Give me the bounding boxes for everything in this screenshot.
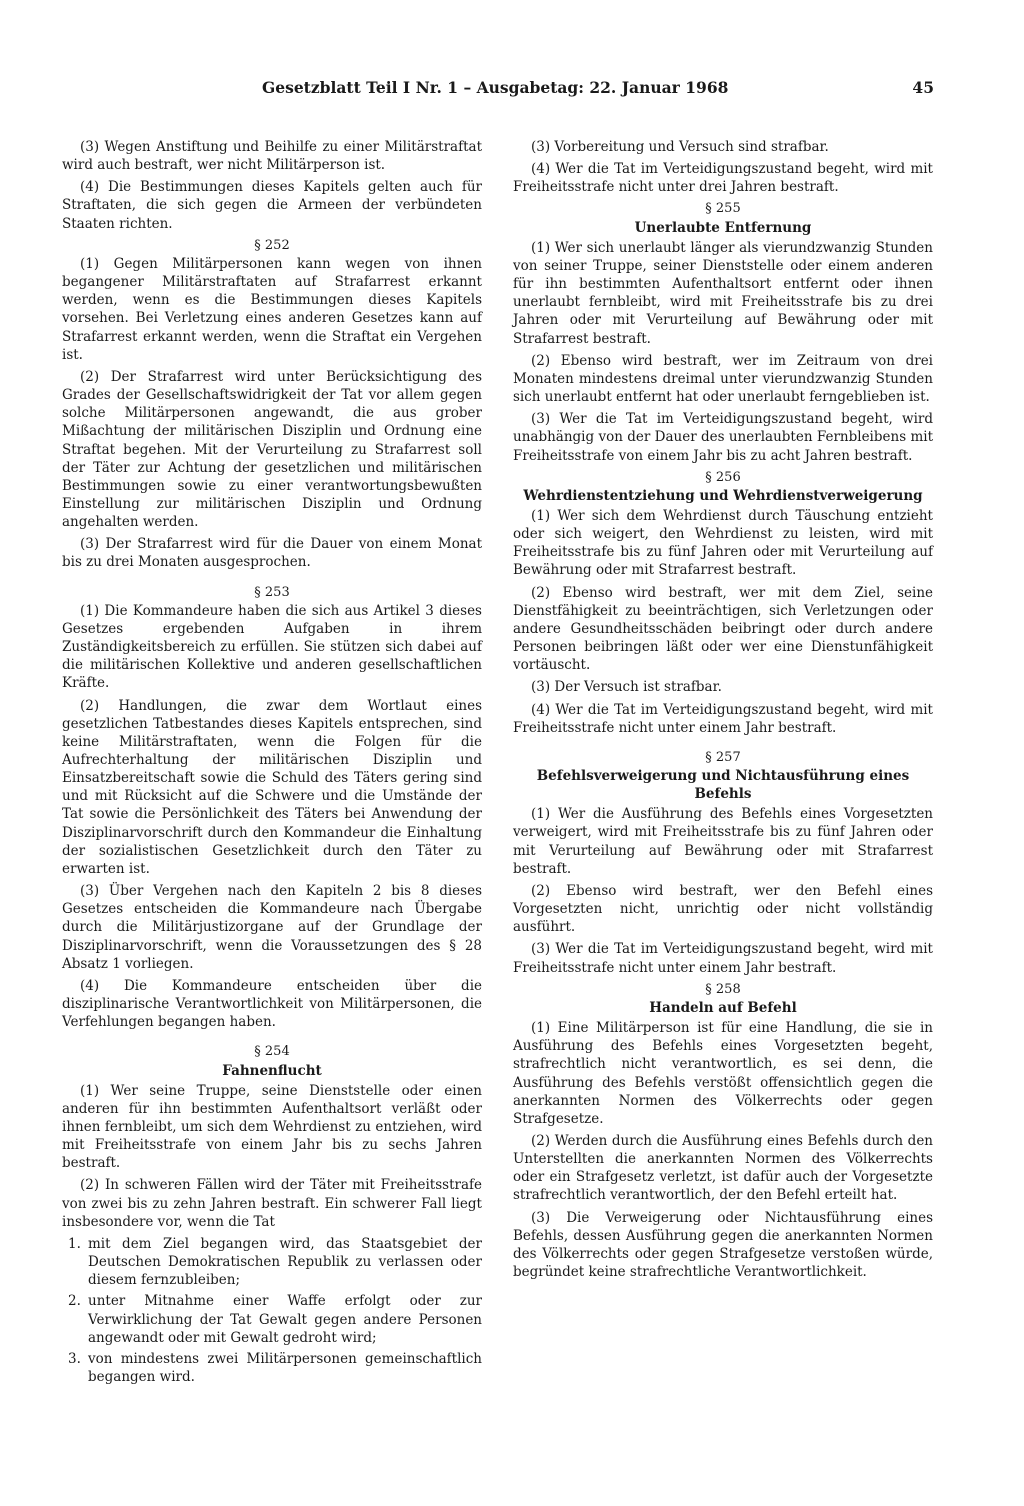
list-item-text: von mindestens zwei Militärpersonen gemeinschaftlich begangen wird. — [88, 1350, 482, 1385]
paragraph: (1) Die Kommandeure haben die sich aus Artikel 3 dieses Gesetzes ergebenden Aufgaben in ihrem Zuständigkeitsbereich zu erfüllen. Sie stützen sich dabei auf die militärischen Kollektive und anderen gesellschaftlichen Kräfte. — [62, 602, 482, 692]
section-title-255: Unerlaubte Entfernung — [634, 219, 812, 236]
list-item-number: 1. — [68, 1235, 81, 1252]
paragraph: (4) Die Kommandeure entscheiden über die disziplinarische Verantwortlichkeit von Militärpersonen, die Verfehlungen begangen haben. — [62, 977, 482, 1031]
section-title-256: Wehrdienstentziehung und Wehrdienstverweigerung — [523, 487, 923, 504]
paragraph: (2) Der Strafarrest wird unter Berücksichtigung des Grades der Gesellschaftswidrigkeit der Tat vor allem gegen solche Militärpersonen angewandt, die aus grober Mißachtung der militärischen Disziplin und Ordnung eine Straftat begehen. Mit der Verurteilung zu Strafarrest soll der Täter zur Achtung der gesetzlichen und militärischen Bestimmungen sowie zu einer verantwortungsbewußten Einstellung zur militärischen Disziplin und Ordnung angehalten werden. — [62, 368, 482, 531]
paragraph: (3) Vorbereitung und Versuch sind strafbar. — [531, 139, 829, 155]
paragraph: (1) Wer sich unerlaubt länger als vierundzwanzig Stunden von seiner Truppe, seiner Dienststelle oder einem anderen für ihn bestimmten Aufenthaltsort entfernt oder ihnen unerlaubt fernbleibt, wird mit Freiheitsstrafe bis zu drei Jahren oder mit Verurteilung auf Bewährung oder mit Strafarrest bestraft. — [513, 239, 933, 347]
paragraph: (3) Der Versuch ist strafbar. — [531, 679, 722, 696]
paragraph: (1) Gegen Militärpersonen kann wegen von ihnen begangener Militärstraftaten auf Strafarrest erkannt werden, wenn es die Bestimmungen dieses Kapitels vorsehen. Bei Verletzung eines anderen Gesetzes kann auf Strafarrest erkannt werden, wenn die Straftat ein Vergehen ist. — [62, 255, 482, 363]
paragraph: (2) Werden durch die Ausführung eines Befehls durch den Unterstellten die anerkannten Normen des Völkerrechts oder ein Strafgesetz verletzt, ist dafür auch der Vorgesetzte strafrechtlich verantwortlich, der den Befehl erteilt hat. — [513, 1132, 933, 1204]
paragraph: (1) Wer seine Truppe, seine Dienststelle oder einen anderen für ihn bestimmten Aufenthaltsort verläßt oder ihnen fernbleibt, um sich dem Wehrdienst zu entziehen, wird mit Freiheitsstrafe von einem Jahr bis zu sechs Jahren bestraft. — [62, 1082, 482, 1172]
paragraph: (3) Über Vergehen nach den Kapiteln 2 bis 8 dieses Gesetzes entscheiden die Kommandeure nach Übergabe durch die Militärjustizorgane auf der Grundlage der Disziplinarvorschrift, wenn die Voraussetzungen des § 28 Absatz 1 vorliegen. — [62, 883, 482, 972]
page-header — [262, 78, 934, 97]
list-item — [62, 1235, 482, 1289]
paragraph: (4) Wer die Tat im Verteidigungszustand begeht, wird mit Freiheitsstrafe nicht unter drei Jahren bestraft. — [513, 161, 933, 196]
paragraph: (3) Die Verweigerung oder Nichtausführung eines Befehls, dessen Ausführung gegen die anerkannten Normen des Völkerrechts oder gegen Strafgesetze verstoßen würde, begründet keine strafrechtliche Verantwortlichkeit. — [513, 1209, 933, 1281]
section-number-256: § 256 — [705, 469, 741, 485]
list-item-number: 3. — [68, 1350, 81, 1367]
paragraph: (1) Eine Militärperson ist für eine Handlung, die sie in Ausführung des Befehls eines Vorgesetzten begeht, strafrechtlich nicht verantwortlich, es sei denn, die Ausführung des Befehls verstößt offensichtlich gegen die anerkannten Normen des Völkerrechts oder gegen Strafgesetze. — [513, 1020, 933, 1127]
list-item — [62, 1350, 482, 1386]
paragraph: (4) Wer die Tat im Verteidigungszustand begeht, wird mit Freiheitsstrafe nicht unter einem Jahr bestraft. — [513, 701, 933, 736]
paragraph: (2) Handlungen, die zwar dem Wortlaut eines gesetzlichen Tatbestandes dieses Kapitels entsprechen, sind keine Militärstraftaten, wenn die Folgen für die Aufrechterhaltung der militärischen Disziplin und Einsatzbereitschaft sowie die Schuld des Täters gering sind und mit Rücksicht auf die Schwere und die Umstände der Tat sowie die Persönlichkeit des Täters bei Anwendung der Disziplinarvorschrift durch den Kommandeur die Einhaltung der sozialistischen Gesetzlichkeit durch den Täter zu erwarten ist. — [62, 697, 482, 877]
numbered-list — [62, 1235, 482, 1386]
paragraph: (3) Wer die Tat im Verteidigungszustand begeht, wird unabhängig von der Dauer des unerlaubten Fernbleibens mit Freiheitsstrafe von einem Jahr bis zu acht Jahren bestraft. — [513, 411, 933, 464]
paragraph: (1) Wer die Ausführung des Befehls eines Vorgesetzten verweigert, wird mit Freiheitsstrafe bis zu fünf Jahren oder mit Verurteilung auf Bewährung oder mit Strafarrest bestraft. — [513, 806, 933, 877]
page-number: 45 — [912, 78, 934, 97]
section-title-258: Handeln auf Befehl — [649, 999, 797, 1016]
paragraph: (2) Ebenso wird bestraft, wer den Befehl eines Vorgesetzten nicht, unrichtig oder nicht vollständig ausführt. — [513, 882, 933, 936]
section-number-257: § 257 — [705, 749, 741, 765]
paragraph: (3) Wer die Tat im Verteidigungszustand begeht, wird mit Freiheitsstrafe nicht unter einem Jahr bestraft. — [513, 941, 933, 976]
section-number-255: § 255 — [705, 201, 741, 217]
list-item — [62, 1292, 482, 1346]
section-title-254: Fahnenflucht — [222, 1062, 322, 1079]
paragraph: (2) Ebenso wird bestraft, wer mit dem Ziel, seine Dienstfähigkeit zu beeinträchtigen, sich Verletzungen oder andere Gesundheitsschäden beibringt oder durch andere Personen beibringen läßt oder wer eine Dienstunfähigkeit vortäuscht. — [513, 584, 933, 674]
section-number-253: § 253 — [254, 584, 290, 600]
section-number-258: § 258 — [705, 981, 741, 997]
paragraph: (1) Wer sich dem Wehrdienst durch Täuschung entzieht oder sich weigert, den Wehrdienst zu leisten, wird mit Freiheitsstrafe bis zu fünf Jahren oder mit Verurteilung auf Bewährung oder mit Strafarrest bestraft. — [513, 507, 933, 579]
left-column — [62, 138, 482, 1390]
list-item-number: 2. — [68, 1293, 81, 1310]
section-title-257: Befehlsverweigerung und Nichtausführung eines Befehls — [536, 768, 910, 803]
list-item-text: mit dem Ziel begangen wird, das Staatsgebiet der Deutschen Demokratischen Republik zu verlassen oder diesem fernzubleiben; — [88, 1235, 482, 1289]
header-title: Gesetzblatt Teil I Nr. 1 – Ausgabetag: 22. Januar 1968 — [262, 78, 729, 97]
paragraph: (3) Der Strafarrest wird für die Dauer von einem Monat bis zu drei Monaten ausgesprochen. — [62, 536, 482, 571]
section-number-252: § 252 — [254, 237, 290, 253]
right-column — [513, 138, 933, 1285]
paragraph: (2) Ebenso wird bestraft, wer im Zeitraum von drei Monaten mindestens dreimal unter vierundzwanzig Stunden sich unerlaubt entfernt hat oder unerlaubt ferngeblieben ist. — [513, 352, 933, 406]
section-number-254: § 254 — [254, 1044, 290, 1060]
paragraph: (2) In schweren Fällen wird der Täter mit Freiheitsstrafe von zwei bis zu zehn Jahren bestraft. Ein schwerer Fall liegt insbesondere vor, wenn die Tat — [62, 1177, 482, 1230]
paragraph: (4) Die Bestimmungen dieses Kapitels gelten auch für Straftaten, die sich gegen die Armeen der verbündeten Staaten richten. — [62, 179, 482, 232]
list-item-text: unter Mitnahme einer Waffe erfolgt oder zur Verwirklichung der Tat Gewalt gegen andere Personen angewandt oder mit Gewalt gedroht wird; — [88, 1293, 482, 1346]
paragraph: (3) Wegen Anstiftung und Beihilfe zu einer Militärstraftat wird auch bestraft, wer nicht Militärperson ist. — [62, 139, 482, 174]
